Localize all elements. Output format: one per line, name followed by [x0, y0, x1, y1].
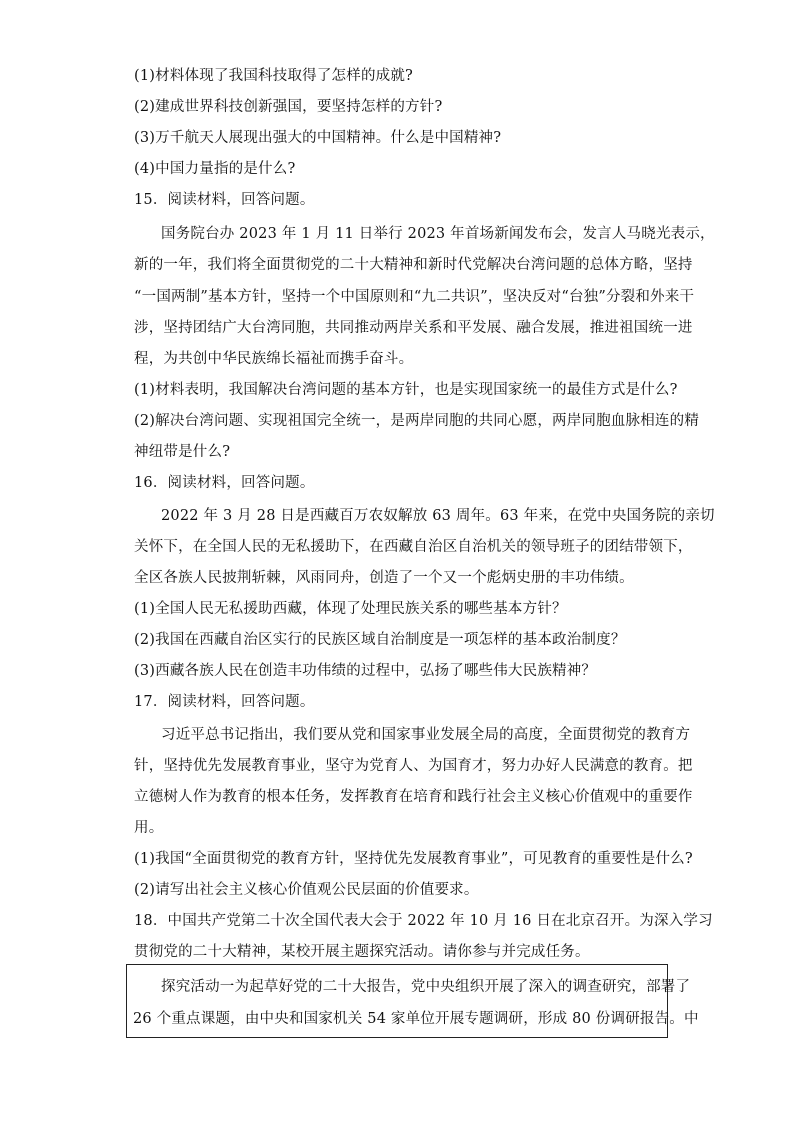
q17-title: 17．阅读材料，回答问题。	[134, 694, 315, 710]
q17-material-line: 针，坚持优先发展教育事业，坚守为党育人、为国育才，努力办好人民满意的教育。把	[134, 758, 693, 774]
q16-subquestion-1: (1)全国人民无私援助西藏，体现了处理民族关系的哪些基本方针？	[134, 601, 567, 617]
q16-subquestion-3: (3)西藏各族人民在创造丰功伟绩的过程中，弘扬了哪些伟大民族精神？	[134, 663, 597, 679]
q15-material-line: 程，为共创中华民族绵长福祉而携手奋斗。	[134, 351, 414, 367]
q15-title: 15．阅读材料，回答问题。	[134, 192, 315, 208]
q17-subquestion-2: (2)请写出社会主义核心价值观公民层面的价值要求。	[134, 882, 479, 898]
q17-material-line: 立德树人作为教育的根本任务，发挥教育在培育和践行社会主义核心价值观中的重要作	[134, 789, 693, 805]
q15-material-line: 国务院台办 2023 年 1 月 11 日举行 2023 年首场新闻发布会，发言人马晓光表示，	[161, 226, 715, 242]
q16-subquestion-2: (2)我国在西藏自治区实行的民族区域自治制度是一项怎样的基本政治制度？	[134, 632, 626, 648]
q18-stem: 18．中国共产党第二十次全国代表大会于 2022 年 10 月 16 日在北京召开。为深入学习	[134, 913, 713, 929]
q17-material-line: 用。	[134, 820, 164, 836]
box-text-line: 26 个重点课题，由中央和国家机关 54 家单位开展专题调研，形成 80 份调研报告。中	[133, 1011, 699, 1027]
q15-material-line: 新的一年，我们将全面贯彻党的二十大精神和新时代党解决台湾问题的总体方略，坚持	[134, 257, 693, 273]
q14-subquestion-4: (4)中国力量指的是什么?	[134, 161, 296, 177]
q16-title: 16．阅读材料，回答问题。	[134, 475, 315, 491]
q14-subquestion-1: (1)材料体现了我国科技取得了怎样的成就?	[134, 68, 414, 84]
q17-material-line: 习近平总书记指出，我们要从党和国家事业发展全局的高度，全面贯彻党的教育方	[161, 727, 691, 743]
q15-material-line: “一国两制”基本方针，坚持一个中国原则和“九二共识”，坚决反对“台独”分裂和外来干	[134, 289, 695, 305]
q15-subquestion-2-cont: 神纽带是什么?	[134, 444, 231, 460]
q15-subquestion-1: (1)材料表明，我国解决台湾问题的基本方针，也是实现国家统一的最佳方式是什么?	[134, 382, 678, 398]
inquiry-activity-box	[126, 964, 699, 1038]
q16-material-line: 2022 年 3 月 28 日是西藏百万农奴解放 63 周年。63 年来，在党中央国务院的亲切	[161, 508, 715, 524]
q15-subquestion-2: (2)解决台湾问题、实现祖国完全统一，是两岸同胞的共同心愿，两岸同胞血脉相连的精	[134, 413, 700, 429]
q18-stem-cont: 贯彻党的二十大精神，某校开展主题探究活动。请你参与并完成任务。	[134, 944, 590, 960]
q16-material-line: 全区各族人民披荆斩棘，风雨同舟，创造了一个又一个彪炳史册的丰功伟绩。	[134, 570, 634, 586]
q14-subquestion-3: (3)万千航天人展现出强大的中国精神。什么是中国精神?	[134, 130, 502, 146]
q16-material-line: 关怀下，在全国人民的无私援助下，在西藏自治区自治机关的领导班子的团结带领下，	[134, 539, 693, 555]
q14-subquestion-2: (2)建成世界科技创新强国，要坚持怎样的方针?	[134, 99, 443, 115]
box-text-line: 探究活动一为起草好党的二十大报告，党中央组织开展了深入的调查研究，部署了	[161, 979, 691, 995]
q15-material-line: 涉，坚持团结广大台湾同胞，共同推动两岸关系和平发展、融合发展，推进祖国统一进	[134, 320, 693, 336]
q17-subquestion-1: (1)我国“全面贯彻党的教育方针，坚持优先发展教育事业”，可见教育的重要性是什么?	[134, 851, 693, 867]
